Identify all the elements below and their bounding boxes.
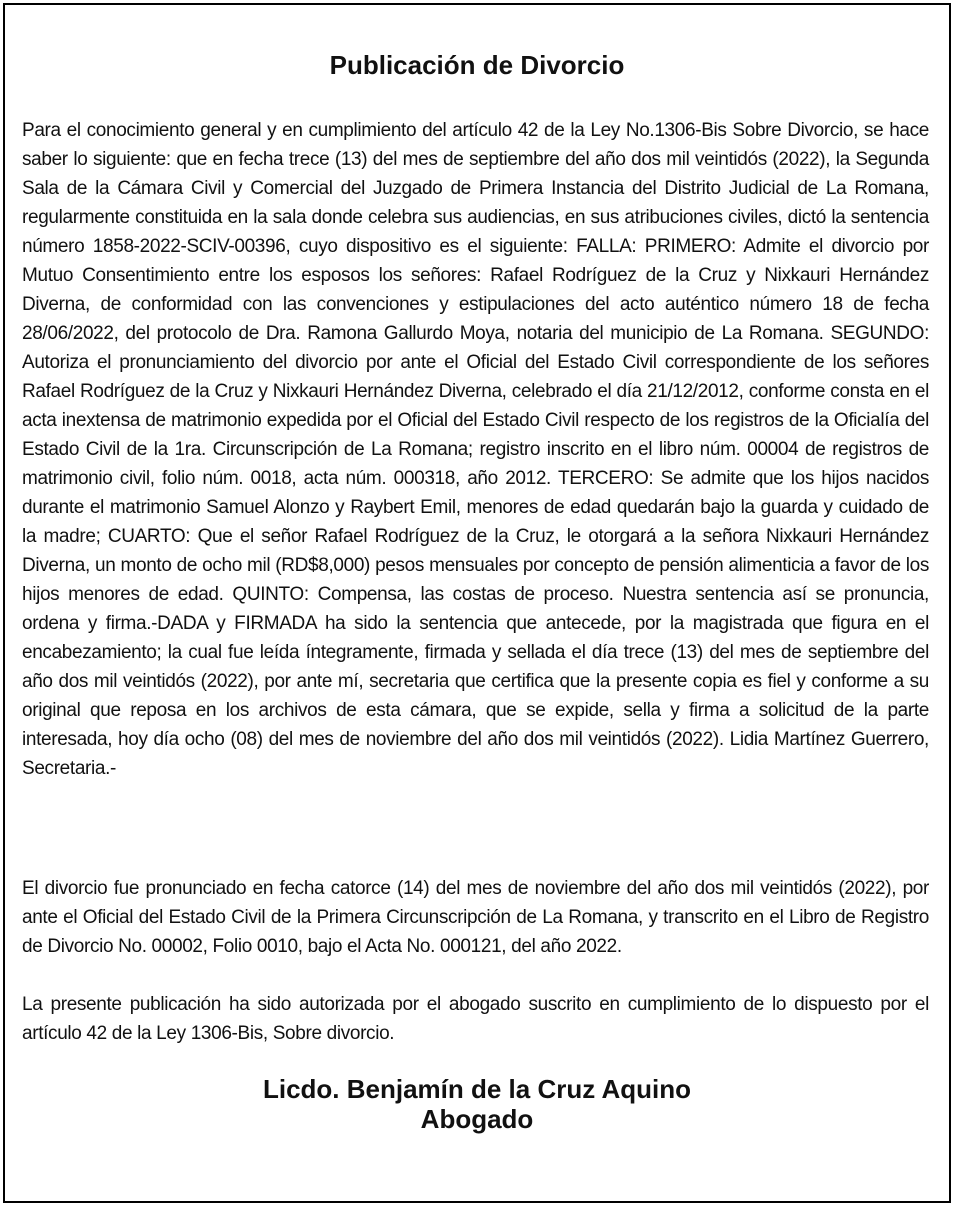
paragraph-authorization: La presente publicación ha sido autorizada por el abogado suscrito en cumplimiento de lo dispuesto por el artículo 42 de la Ley 1306-Bis, Sobre divorcio. bbox=[22, 994, 929, 1044]
signature-name: Licdo. Benjamín de la Cruz Aquino bbox=[262, 1074, 692, 1104]
signature-role: Abogado bbox=[420, 1104, 534, 1134]
document-frame bbox=[3, 3, 951, 1203]
document-title: Publicación de Divorcio bbox=[329, 50, 625, 80]
paragraph-ruling: Para el conocimiento general y en cumplimiento del artículo 42 de la Ley No.1306-Bis Sobre Divorcio, se hace saber lo siguiente: que en fecha trece (13) del mes de septiembre del año dos mil veintidós (2022), la Segunda Sala de la Cámara Civil y Comercial del Juzgado de Primera Instancia del Distrito Judicial de La Romana, regularmente constituida en la sala donde celebra sus audiencias, en sus atribuciones civiles, dictó la sentencia número 1858-2022-SCIV-00396, cuyo dispositivo es el siguiente: FALLA: PRIMERO: Admite el divorcio por Mutuo Consentimiento entre los esposos los señores: Rafael Rodríguez de la Cruz y Nixkauri Hernández Diverna, de conformidad con las convenciones y estipulaciones del acto auténtico número 18 de fecha 28/06/2022, del protocolo de Dra. Ramona Gallurdo Moya, notaria del municipio de La Romana. SEGUNDO: Autoriza el pronunciamiento del divorcio por ante el Oficial del Estado Civil correspondiente de los señores Rafael Rodríguez de la Cruz y Nixkauri Hernández Diverna, celebrado el día 21/12/2012, conforme consta en el acta inextensa de matrimonio expedida por el Oficial del Estado Civil respecto de los registros de la Oficialía del Estado Civil de la 1ra. Circunscripción de La Romana; registro inscrito en el libro núm. 00004 de registros de matrimonio civil, folio núm. 0018, acta núm. 000318, año 2012. TERCERO: Se admite que los hijos nacidos durante el matrimonio Samuel Alonzo y Raybert Emil, menores de edad quedarán bajo la guarda y cuidado de la madre; CUARTO: Que el señor Rafael Rodríguez de la Cruz, le otorgará a la señora Nixkauri Hernández Diverna, un monto de ocho mil (RD$8,000) pesos mensuales por concepto de pensión alimenticia a favor de los hijos menores de edad. QUINTO: Compensa, las costas de proceso. Nuestra sentencia así se pronuncia, ordena y firma.-DADA y FIRMADA ha sido la sentencia que antecede, por la magistrada que figura en el encabezamiento; la cual fue leída íntegramente, firmada y sellada el día trece (13) del mes de septiembre del año dos mil veintidós (2022), por ante mí, secretaria que certifica que la presente copia es fiel y conforme a su original que reposa en los archivos de esta cámara, que se expide, sella y firma a solicitud de la parte interesada, hoy día ocho (08) del mes de noviembre del año dos mil veintidós (2022). Lidia Martínez Guerrero, Secretaria.- bbox=[22, 120, 929, 779]
paragraph-pronouncement: El divorcio fue pronunciado en fecha catorce (14) del mes de noviembre del año dos mil veintidós (2022), por ante el Oficial del Estado Civil de la Primera Circunscripción de La Romana, y transcrito en el Libro de Registro de Divorcio No. 00002, Folio 0010, bajo el Acta No. 000121, del año 2022. bbox=[22, 878, 929, 957]
